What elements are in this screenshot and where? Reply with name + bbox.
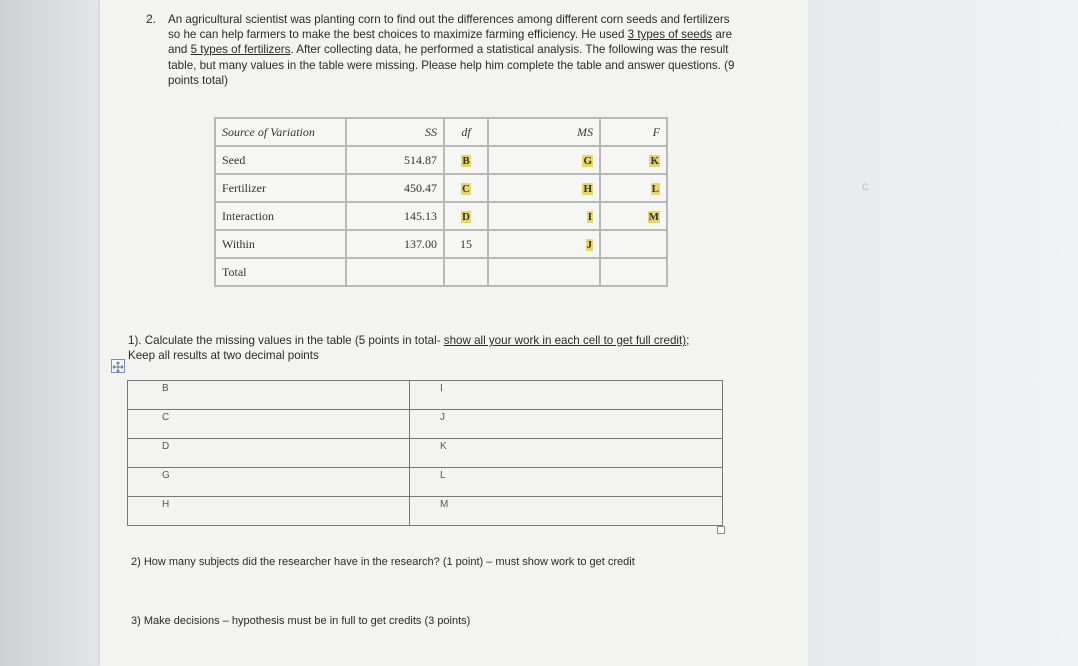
missing-value-mark: H: [583, 182, 592, 195]
missing-value-mark: I: [587, 210, 592, 223]
work-cell-label: L: [440, 470, 446, 481]
missing-value-mark: J: [586, 238, 592, 251]
seeds-phrase: 3 types of seeds: [627, 28, 713, 42]
background-left: [0, 0, 100, 666]
part2-question: 2) How many subjects did the researcher have in the research? (1 point) – must show work to get credit: [131, 556, 635, 568]
work-cell-b[interactable]: [128, 381, 410, 410]
source-cell: Interaction: [215, 202, 346, 230]
part3-question: 3) Make decisions – hypothesis must be in full to get credits (3 points): [131, 615, 471, 627]
work-cell-label: G: [162, 470, 170, 481]
header-df: df: [444, 118, 488, 146]
missing-value-mark: L: [651, 182, 659, 195]
ss-cell: 145.13: [346, 202, 444, 230]
anova-row-interaction: [215, 202, 667, 230]
source-cell: Within: [215, 230, 346, 258]
work-cell-label: D: [162, 441, 170, 452]
ss-cell: [346, 258, 444, 286]
missing-value-mark: D: [462, 210, 470, 223]
work-cell-j[interactable]: [410, 410, 723, 439]
work-row: [128, 410, 723, 439]
question-text-part3: . After collecting data, he performed a statistical analysis. The following was the result table, but many values in the table were missing. Please help him complete the table and answer questions. (9 points total): [168, 43, 735, 87]
ms-cell: [488, 146, 600, 174]
ms-cell: [488, 174, 600, 202]
work-cell-label: C: [162, 412, 170, 423]
part1-text-part2: ; Keep all results at two decimal points: [128, 334, 690, 363]
question-text: [168, 12, 743, 88]
work-cell-m[interactable]: [410, 497, 723, 526]
header-f: F: [600, 118, 667, 146]
anova-table: [214, 117, 668, 287]
work-cell-c[interactable]: [128, 410, 410, 439]
work-row: [128, 497, 723, 526]
source-cell: Fertilizer: [215, 174, 346, 202]
work-cell-label: K: [440, 441, 447, 452]
df-cell: [444, 258, 488, 286]
header-ss: SS: [346, 118, 444, 146]
ms-cell: [488, 230, 600, 258]
df-cell: [444, 174, 488, 202]
f-cell: [600, 174, 667, 202]
part1-text-part1: 1). Calculate the missing values in the table (5 points in total-: [128, 334, 444, 347]
work-cell-h[interactable]: [128, 497, 410, 526]
table-move-handle-icon[interactable]: [111, 359, 125, 373]
f-cell: [600, 146, 667, 174]
work-table[interactable]: [127, 380, 723, 526]
work-row: [128, 381, 723, 410]
ss-cell: 137.00: [346, 230, 444, 258]
part1-instructions: [128, 333, 718, 363]
source-cell: Seed: [215, 146, 346, 174]
work-row: [128, 468, 723, 497]
source-cell: Total: [215, 258, 346, 286]
ms-cell: [488, 202, 600, 230]
missing-value-mark: G: [583, 154, 592, 167]
work-cell-label: H: [162, 499, 170, 510]
work-cell-l[interactable]: [410, 468, 723, 497]
missing-value-mark: M: [648, 210, 659, 223]
df-cell: [444, 202, 488, 230]
work-cell-k[interactable]: [410, 439, 723, 468]
missing-value-mark: K: [650, 154, 659, 167]
table-resize-handle[interactable]: [717, 526, 725, 534]
header-source: Source of Variation: [215, 118, 346, 146]
work-cell-label: J: [440, 412, 445, 423]
header-ms: MS: [488, 118, 600, 146]
work-cell-i[interactable]: [410, 381, 723, 410]
anova-row-seed: [215, 146, 667, 174]
ss-cell: 450.47: [346, 174, 444, 202]
work-cell-label: B: [162, 383, 169, 394]
missing-value-mark: B: [462, 154, 470, 167]
df-cell: 15: [444, 230, 488, 258]
f-cell: [600, 258, 667, 286]
fertilizers-phrase: 5 types of fertilizers: [190, 43, 291, 57]
anova-row-fertilizer: [215, 174, 667, 202]
part1-underlined: show all your work in each cell to get full credit): [443, 334, 687, 347]
anova-header-row: [215, 118, 667, 146]
stray-mark: C: [862, 182, 869, 192]
df-cell: [444, 146, 488, 174]
work-cell-label: I: [440, 383, 443, 394]
work-row: [128, 439, 723, 468]
ms-cell: [488, 258, 600, 286]
f-cell: [600, 202, 667, 230]
f-cell: [600, 230, 667, 258]
ss-cell: 514.87: [346, 146, 444, 174]
question-number: 2.: [146, 12, 157, 26]
question-text-part1: An agricultural scientist was planting corn to find out the differences among different corn seeds and fertilizers so he can help farmers to make the best choices to maximize farming efficiency. He used: [168, 13, 730, 42]
question-text-part2: are and: [168, 28, 733, 57]
work-cell-d[interactable]: [128, 439, 410, 468]
anova-row-within: [215, 230, 667, 258]
background-right: [808, 0, 1078, 666]
work-cell-g[interactable]: [128, 468, 410, 497]
anova-row-total: [215, 258, 667, 286]
missing-value-mark: C: [462, 182, 470, 195]
work-cell-label: M: [440, 499, 449, 510]
